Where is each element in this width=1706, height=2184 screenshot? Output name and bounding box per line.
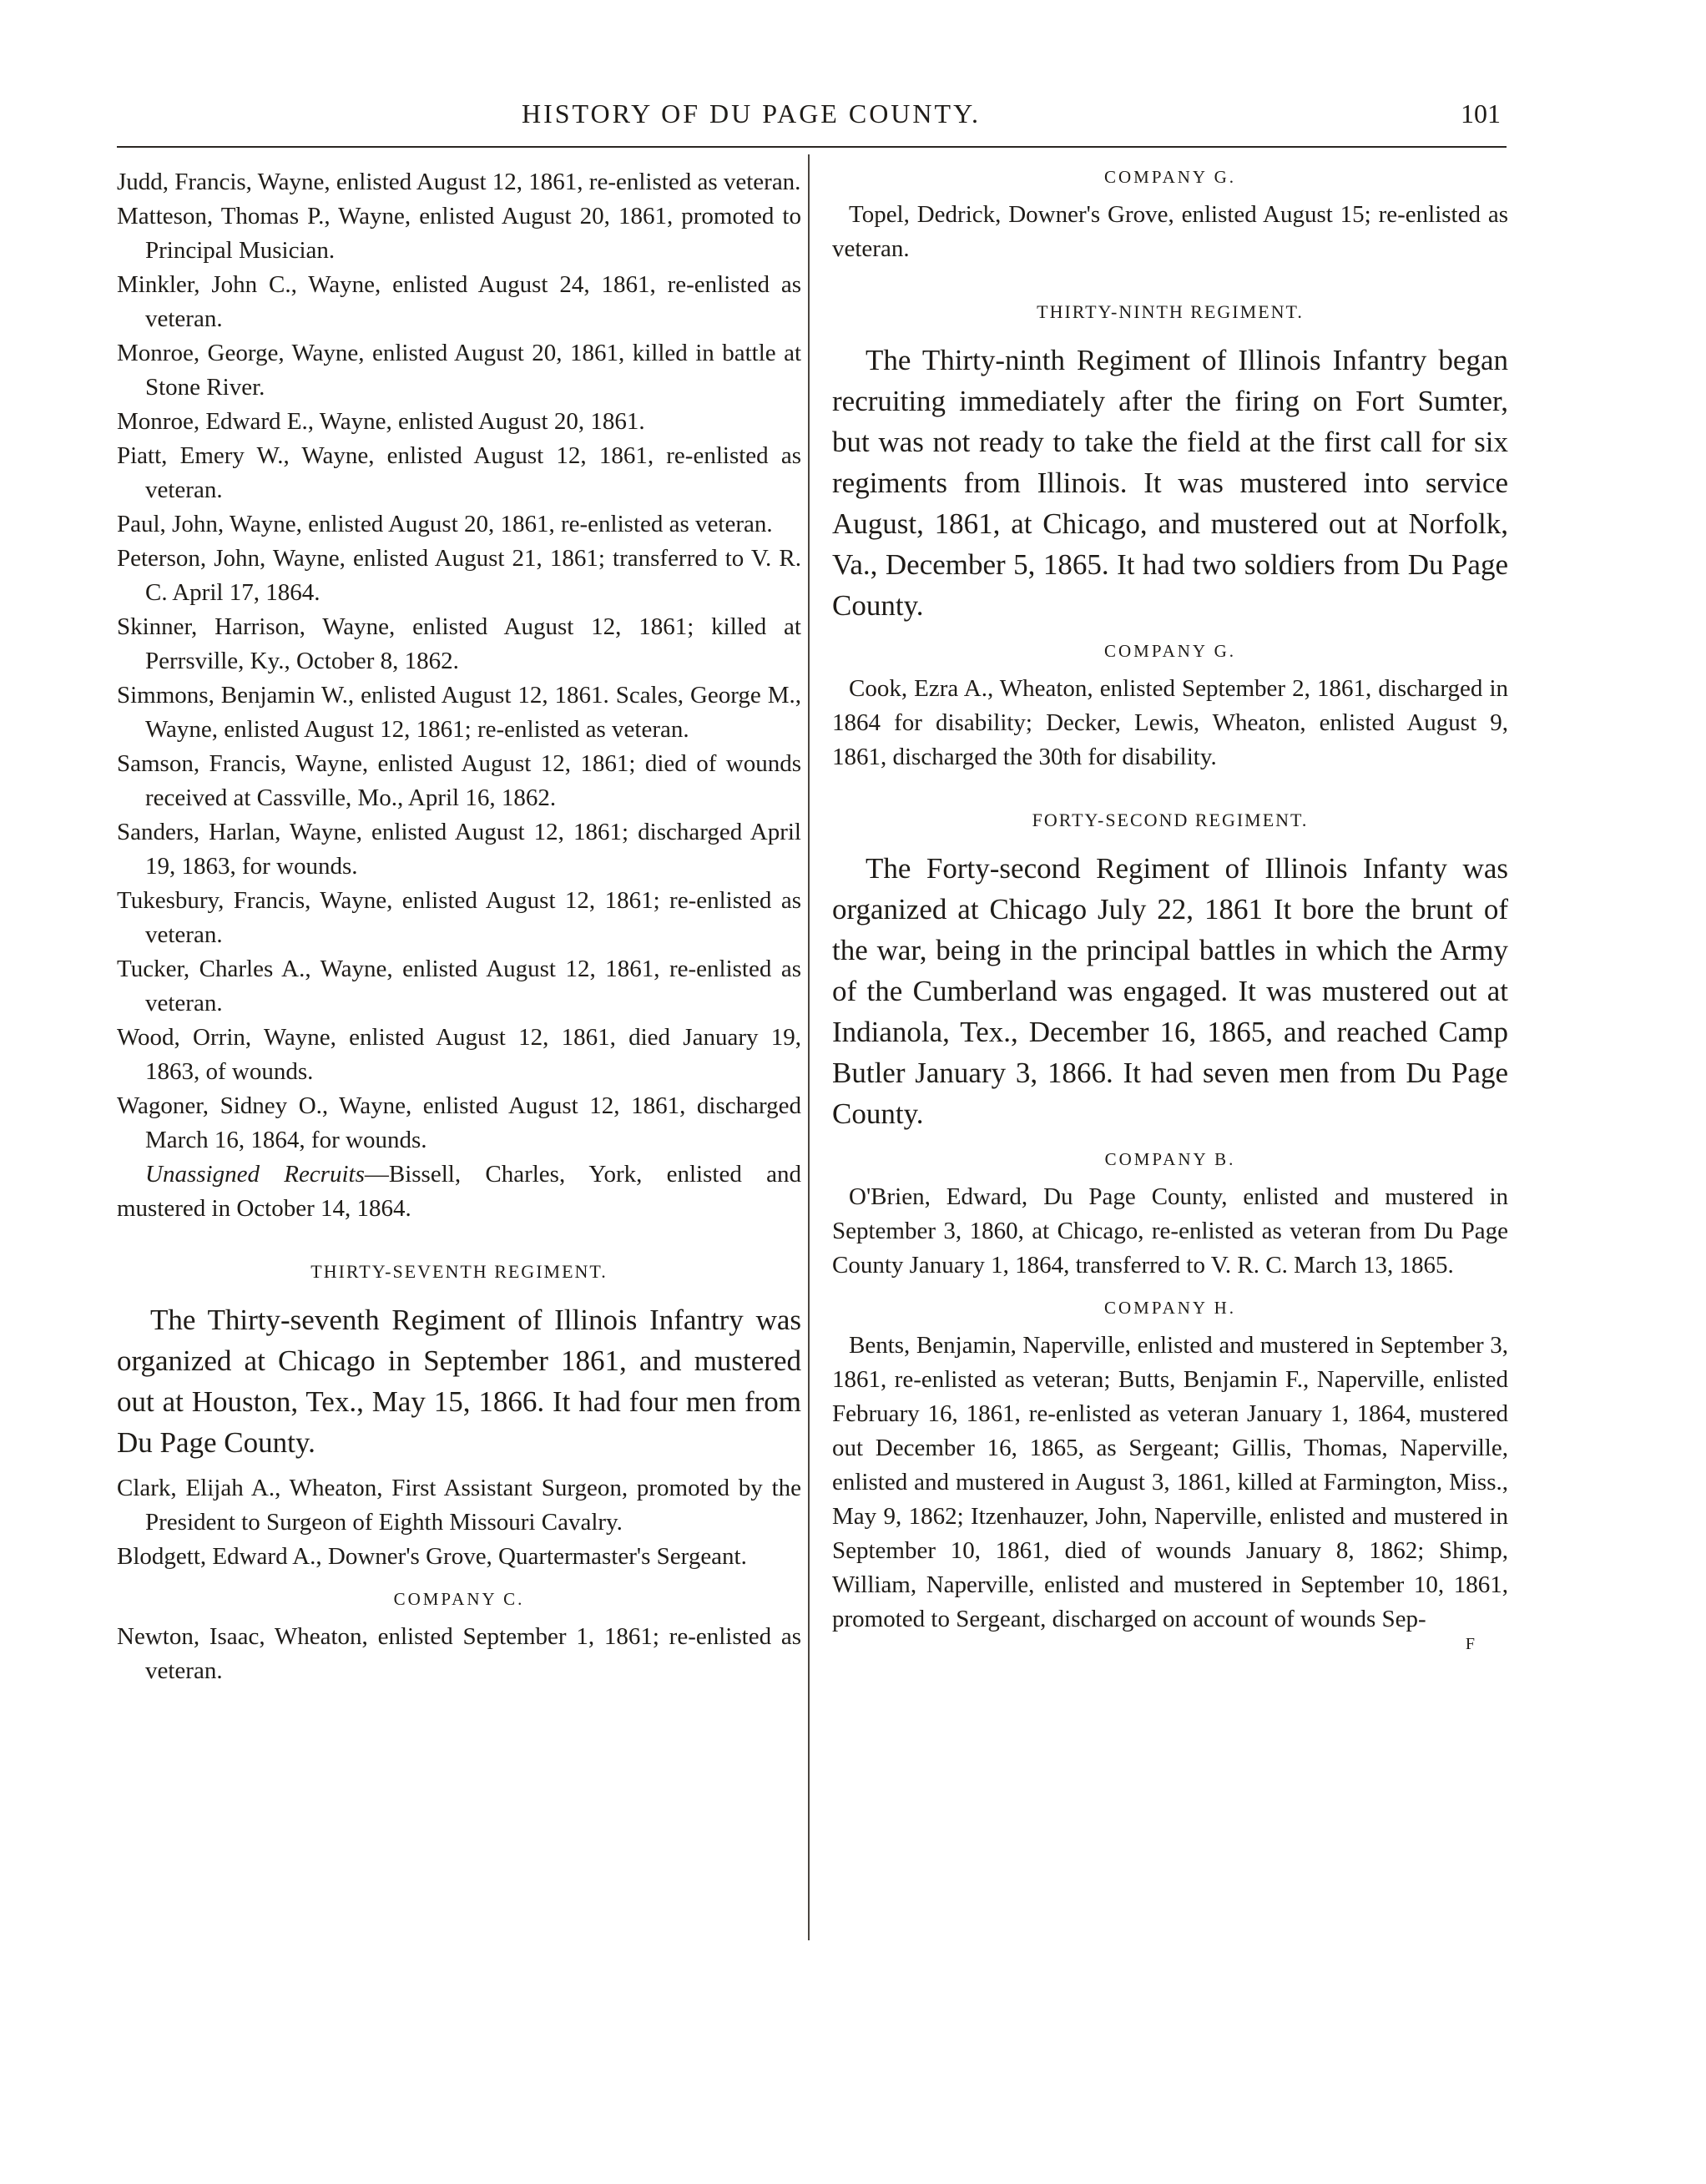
regiment-intro: The Thirty-ninth Regiment of Illinois Infantry began recruiting immediately after the firing on Fort Sumter, but was not ready to take the field at the first call for six regiments from Illinois. It was mustered into service August, 1861, at Chicago, and mustered out at Norfolk, Va., December 5, 1865. It had two soldiers from Du Page County. bbox=[832, 344, 1508, 622]
right-column bbox=[832, 165, 1508, 1654]
company-heading: COMPANY G. bbox=[1104, 167, 1236, 187]
roster-entry: Tukesbury, Francis, Wayne, enlisted August 12, 1861; re-enlisted as veteran. bbox=[117, 887, 801, 948]
company-heading: COMPANY B. bbox=[1104, 1149, 1236, 1169]
company-roster: O'Brien, Edward, Du Page County, enlisted and mustered in September 3, 1860, at Chicago, re-enlisted as veteran from Du Page County January 1, 1864, transferred to V. R. C. March 13, 1865. bbox=[832, 1183, 1508, 1279]
company-heading: COMPANY H. bbox=[1104, 1298, 1236, 1318]
roster-entry: Monroe, George, Wayne, enlisted August 20, 1861, killed in battle at Stone River. bbox=[117, 340, 801, 401]
roster-entry: Simmons, Benjamin W., enlisted August 12, 1861. Scales, George M., Wayne, enlisted August 12, 1861; re-enlisted as veteran. bbox=[117, 682, 801, 743]
unassigned-text: —Bissell, Charles, York, enlisted and mustered in October 14, 1864. bbox=[117, 1161, 801, 1222]
company-heading: COMPANY C. bbox=[393, 1589, 525, 1609]
roster-entry: Newton, Isaac, Wheaton, enlisted September 1, 1861; re-enlisted as veteran. bbox=[117, 1623, 801, 1684]
roster-entry: Samson, Francis, Wayne, enlisted August 12, 1861; died of wounds received at Cassville, Mo., April 16, 1862. bbox=[117, 750, 801, 811]
roster-entry: Clark, Elijah A., Wheaton, First Assistant Surgeon, promoted by the President to Surgeon of Eighth Missouri Cavalry. bbox=[117, 1475, 801, 1536]
roster-entry: Peterson, John, Wayne, enlisted August 21, 1861; transferred to V. R. C. April 17, 1864. bbox=[117, 545, 801, 606]
left-column bbox=[117, 165, 801, 1688]
header-rule bbox=[117, 146, 1507, 148]
regiment-intro: The Thirty-seventh Regiment of Illinois Infantry was organized at Chicago in September 1861, and mustered out at Houston, Tex., May 15, 1866. It had four men from Du Page County. bbox=[117, 1304, 801, 1459]
page-number: 101 bbox=[1461, 98, 1501, 129]
regiment-intro: The Forty-second Regiment of Illinois Infanty was organized at Chicago July 22, 1861 It bore the brunt of the war, being in the principal battles in which the Army of the Cumberland was engaged. It was mustered out at Indianola, Tex., December 16, 1865, and reached Camp Butler January 3, 1866. It had seven men from Du Page County. bbox=[832, 852, 1508, 1130]
running-title: HISTORY OF DU PAGE COUNTY. bbox=[521, 98, 982, 129]
company-roster: Topel, Dedrick, Downer's Grove, enlisted August 15; re-enlisted as veteran. bbox=[832, 201, 1508, 262]
roster-entry: Piatt, Emery W., Wayne, enlisted August 12, 1861, re-enlisted as veteran. bbox=[117, 442, 801, 503]
roster-entry: Blodgett, Edward A., Downer's Grove, Quartermaster's Sergeant. bbox=[117, 1543, 747, 1570]
roster-entry: Monroe, Edward E., Wayne, enlisted August 20, 1861. bbox=[117, 408, 645, 435]
regiment-heading: THIRTY-NINTH REGIMENT. bbox=[1037, 301, 1304, 322]
roster-entry: Tucker, Charles A., Wayne, enlisted August 12, 1861, re-enlisted as veteran. bbox=[117, 956, 801, 1016]
regiment-heading: THIRTY-SEVENTH REGIMENT. bbox=[310, 1261, 608, 1282]
roster-entry: Wagoner, Sidney O., Wayne, enlisted August 12, 1861, discharged March 16, 1864, for wounds. bbox=[117, 1092, 801, 1153]
roster-entry: Minkler, John C., Wayne, enlisted August 24, 1861, re-enlisted as veteran. bbox=[117, 271, 801, 332]
roster-entry: Sanders, Harlan, Wayne, enlisted August 12, 1861; discharged April 19, 1863, for wounds. bbox=[117, 819, 801, 880]
roster-entry: Wood, Orrin, Wayne, enlisted August 12, 1861, died January 19, 1863, of wounds. bbox=[117, 1024, 801, 1085]
roster-entry: Matteson, Thomas P., Wayne, enlisted August 20, 1861, promoted to Principal Musician. bbox=[117, 203, 801, 264]
unassigned-recruits bbox=[117, 1158, 801, 1226]
column-divider bbox=[808, 154, 810, 1940]
signature-mark: F bbox=[1465, 1635, 1475, 1653]
company-roster: Bents, Benjamin, Naperville, enlisted and mustered in September 3, 1861, re-enlisted as veteran; Butts, Benjamin F., Naperville, enlisted February 16, 1861, re-enlisted as veteran January 1, 1864, mustered out December 16, 1865, as Sergeant; Gillis, Thomas, Naperville, enlisted and mustered in August 3, 1861, killed at Farmington, Miss., May 9, 1862; Itzenhauzer, John, Naperville, enlisted and mustered in September 10, 1861, died of wounds January 8, 1862; Shimp, William, Naperville, enlisted and mustered in September 10, 1861, promoted to Sergeant, discharged on account of wounds Sep- bbox=[832, 1332, 1508, 1632]
regiment-heading: FORTY-SECOND REGIMENT. bbox=[1032, 810, 1309, 830]
company-heading: COMPANY G. bbox=[1104, 641, 1236, 661]
roster-entry: Skinner, Harrison, Wayne, enlisted August 12, 1861; killed at Perrsville, Ky., October 8, 1862. bbox=[117, 613, 801, 674]
roster-entry: Paul, John, Wayne, enlisted August 20, 1861, re-enlisted as veteran. bbox=[117, 511, 773, 537]
roster-entry: Judd, Francis, Wayne, enlisted August 12, 1861, re-enlisted as veteran. bbox=[117, 169, 801, 195]
company-roster: Cook, Ezra A., Wheaton, enlisted September 2, 1861, discharged in 1864 for disability; Decker, Lewis, Wheaton, enlisted August 9, 1861, discharged the 30th for disability. bbox=[832, 675, 1508, 770]
unassigned-label: Unassigned Recruits bbox=[145, 1161, 365, 1188]
